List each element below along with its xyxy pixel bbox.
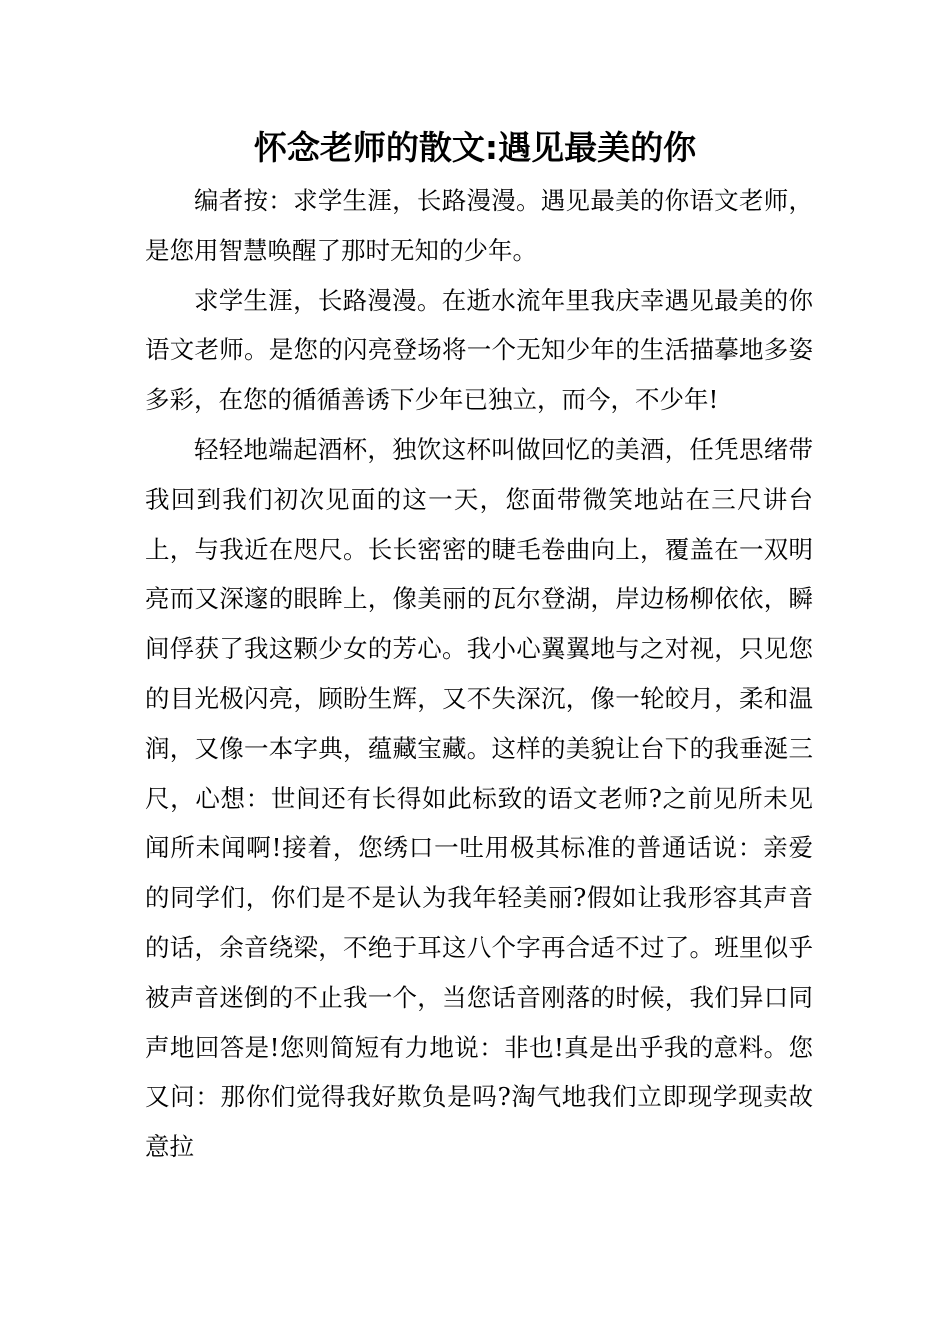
document-body [145,176,813,1172]
body-paragraph: 轻轻地端起酒杯，独饮这杯叫做回忆的美酒，任凭思绪带我回到我们初次见面的这一天，您面带微笑地站在三尺讲台上，与我近在咫尺。长长密密的睫毛卷曲向上，覆盖在一双明亮而又深邃的眼眸上，像美丽的瓦尔登湖，岸边杨柳依依，瞬间俘获了我这颗少女的芳心。我小心翼翼地与之对视，只见您的目光极闪亮，顾盼生辉，又不失深沉，像一轮皎月，柔和温润，又像一本字典，蕴藏宝藏。这样的美貌让台下的我垂涎三尺，心想：世间还有长得如此标致的语文老师?之前见所未见闻所未闻啊!接着，您绣口一吐用极其标准的普通话说：亲爱的同学们，你们是不是认为我年轻美丽?假如让我形容其声音的话，余音绕梁，不绝于耳这八个字再合适不过了。班里似乎被声音迷倒的不止我一个，当您话音刚落的时候，我们异口同声地回答是!您则简短有力地说：非也!真是出乎我的意料。您又问：那你们觉得我好欺负是吗?淘气地我们立即现学现卖故意拉 [145,434,813,1162]
editor-note-paragraph: 编者按：求学生涯，长路漫漫。遇见最美的你语文老师，是您用智慧唤醒了那时无知的少年。 [145,186,813,265]
document-title: 怀念老师的散文:遇见最美的你 [253,128,697,167]
body-paragraph: 求学生涯，长路漫漫。在逝水流年里我庆幸遇见最美的你语文老师。是您的闪亮登场将一个无知少年的生活描摹地多姿多彩，在您的循循善诱下少年已独立，而今，不少年! [145,285,813,415]
